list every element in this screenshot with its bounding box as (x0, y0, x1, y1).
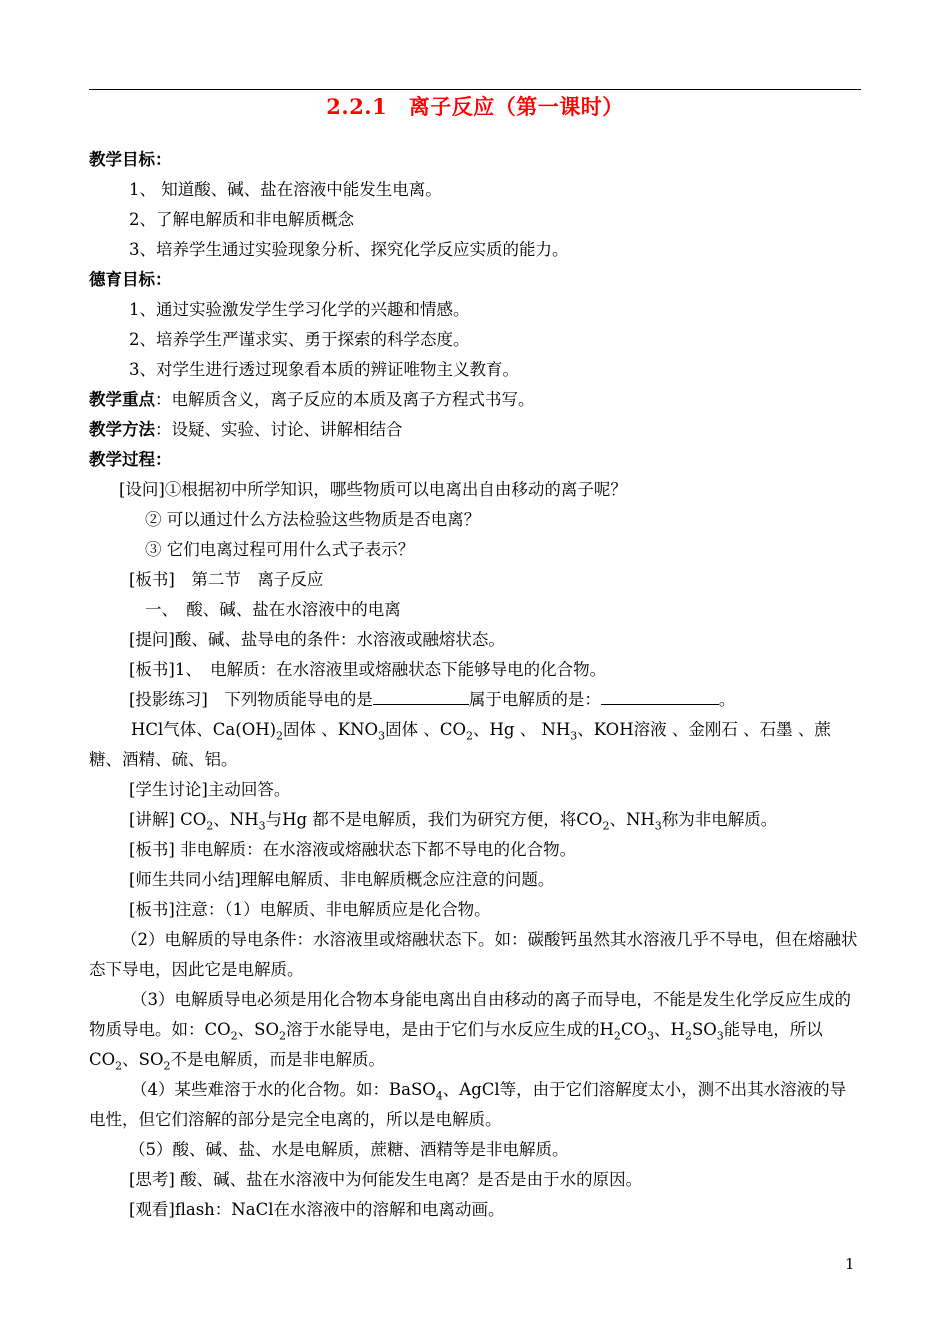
moral-goal-item: 1、通过实验激发学生学习化学的兴趣和情感。 (129, 300, 470, 319)
teaching-focus-label: 教学重点 (89, 390, 155, 409)
goal-item: 2、了解电解质和非电解质概念 (129, 210, 354, 229)
header-rule (89, 89, 861, 90)
think-question: [思考] 酸、碱、盐在水溶液中为何能发生电离？是否是由于水的原因。 (129, 1170, 643, 1189)
board-note-1-sub: 一、 酸、碱、盐在水溶液中的电离 (145, 600, 401, 619)
note-3: （3）电解质导电必须是用化合物本身能电离出自由移动的离子而导电，不能是发生化学反应生成的物质导电。如：$CO_2$、$SO_2$溶于水能导电，是由于它们与水反应生成的$H_2CO_3$、$H_2SO_3$能导电，所以$CO_2$、$SO_2$不是电解质，而是非电解质。 (89, 990, 851, 1073)
summary: [师生共同小结]理解电解质、非电解质概念应注意的问题。 (129, 870, 555, 889)
question-conductivity: [提问]酸、碱、盐导电的条件：水溶液或融熔状态。 (129, 630, 505, 649)
student-discussion: [学生讨论]主动回答。 (129, 780, 291, 799)
teaching-method-text: ：设疑、实验、讨论、讲解相结合 (155, 420, 403, 439)
board-note-electrolyte: [板书]1、 电解质：在水溶液里或熔融状态下能够导电的化合物。 (129, 660, 607, 679)
moral-goal-item: 3、对学生进行透过现象看本质的辨证唯物主义教育。 (129, 360, 519, 379)
question-1: [设问]①根据初中所学知识，哪些物质可以电离出自由移动的离子呢？ (119, 480, 627, 499)
moral-goal-item: 2、培养学生严谨求实、勇于探索的科学态度。 (129, 330, 470, 349)
watch-flash: [观看]flash：NaCl在水溶液中的溶解和电离动画。 (129, 1200, 505, 1219)
teaching-method-label: 教学方法 (89, 420, 155, 439)
answer-blank-2[interactable] (601, 686, 719, 705)
substance-list: HCl气体、$Ca(OH)_2$固体 、$KNO_3$固体 、$CO_2$、Hg 、 $NH_3$、KOH溶液 、金刚石 、石墨 、蔗糖、酒精、硫、铝。 (89, 720, 831, 769)
explanation: [讲解] $CO_2$、$NH_3$与Hg 都不是电解质，我们为研究方便，将$CO_2$、$NH_3$称为非电解质。 (129, 810, 778, 833)
answer-blank-1[interactable] (373, 686, 469, 705)
section-heading-moral-goals: 德育目标： (89, 270, 172, 289)
teaching-method (89, 415, 861, 445)
board-note-attention: [板书]注意：（1）电解质、非电解质应是化合物。 (129, 900, 491, 919)
projection-exercise: [投影练习] 下列物质能导电的是 属于电解质的是： 。 (89, 685, 861, 715)
teaching-focus (89, 385, 861, 415)
page-title: 2.2.1 离子反应（第一课时） (326, 94, 624, 119)
board-note-non-electrolyte: [板书] 非电解质：在水溶液或熔融状态下都不导电的化合物。 (129, 840, 577, 859)
section-heading-teaching-goals: 教学目标： (89, 150, 172, 169)
teaching-focus-text: ：电解质含义，离子反应的本质及离子方程式书写。 (155, 390, 535, 409)
page-number: 1 (845, 1255, 855, 1273)
note-4: （4）某些难溶于水的化合物。如：BaSO$_4$、AgCl等，由于它们溶解度太小，测不出其水溶液的导电性，但它们溶解的部分是完全电离的，所以是电解质。 (89, 1080, 847, 1129)
board-note-1: [板书] 第二节 离子反应 (129, 570, 324, 589)
document-body (89, 145, 861, 1225)
note-2: （2）电解质的导电条件：水溶液里或熔融状态下。如：碳酸钙虽然其水溶液几乎不导电，但在熔融状态下导电，因此它是电解质。 (89, 930, 858, 979)
question-3: ③ 它们电离过程可用什么式子表示？ (145, 540, 415, 559)
goal-item: 3、培养学生通过实验现象分析、探究化学反应实质的能力。 (129, 240, 569, 259)
note-5: （5）酸、碱、盐、水是电解质，蔗糖、酒精等是非电解质。 (129, 1140, 569, 1159)
goal-item: 1、 知道酸、碱、盐在溶液中能发生电离。 (129, 180, 442, 199)
section-heading-process: 教学过程： (89, 450, 172, 469)
question-2: ② 可以通过什么方法检验这些物质是否电离？ (145, 510, 481, 529)
